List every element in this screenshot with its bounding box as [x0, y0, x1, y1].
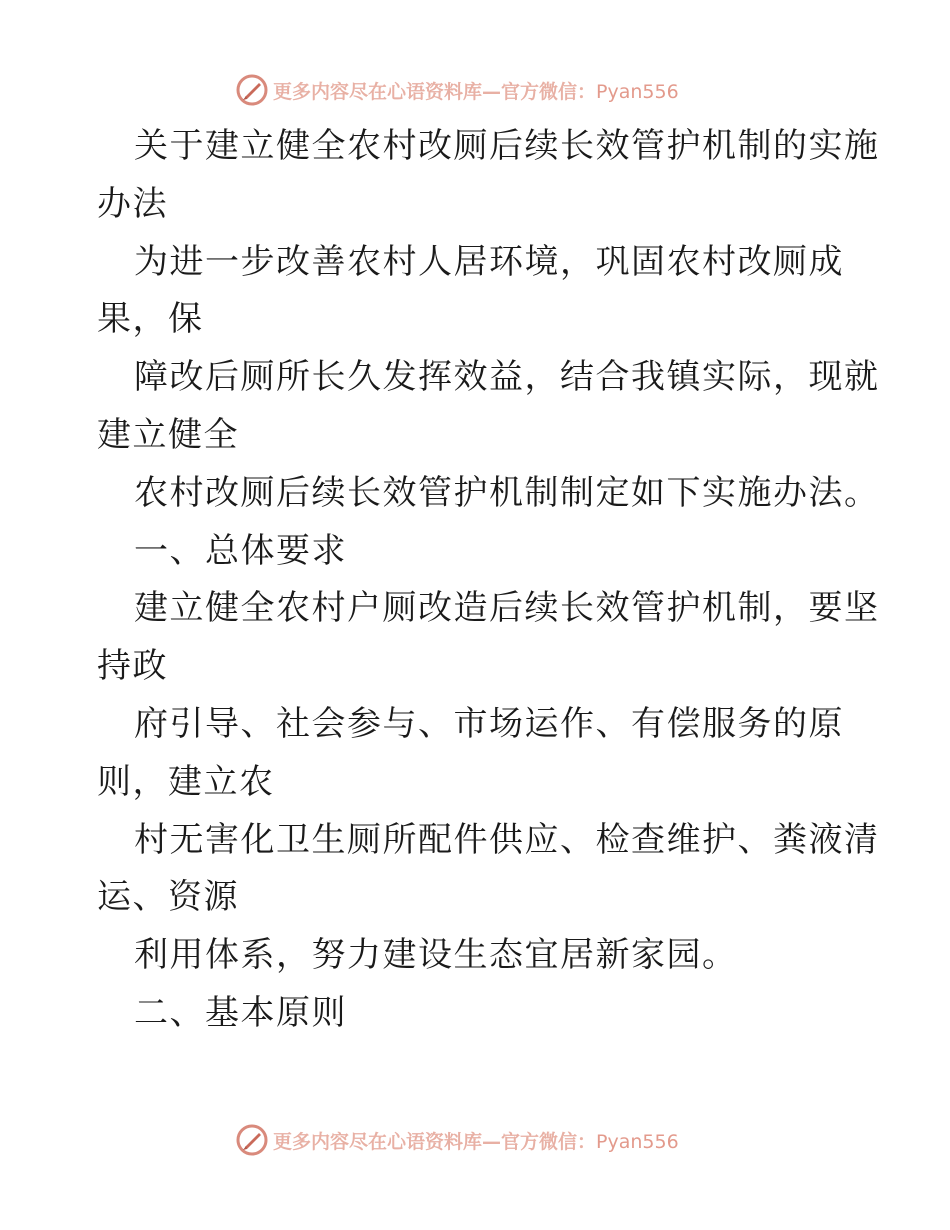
paragraph-line: 村无害化卫生厕所配件供应、检查维护、粪液清 [134, 819, 880, 860]
section-heading: 一、总体要求 [134, 530, 347, 571]
paragraph-line: 果，保 [97, 299, 204, 340]
header-watermark [235, 72, 679, 108]
paragraph-line: 运、资源 [97, 877, 239, 918]
doc-title-line-2: 办法 [97, 183, 168, 224]
paragraph-line: 建立健全农村户厕改造后续长效管护机制，要坚 [134, 588, 880, 629]
paragraph-line: 农村改厕后续长效管护机制制定如下实施办法。 [134, 472, 880, 513]
pen-seal-icon [235, 73, 269, 107]
paragraph-line: 为进一步改善农村人居环境，巩固农村改厕成 [134, 241, 844, 282]
paragraph-line: 持政 [97, 646, 168, 687]
paragraph-line: 利用体系，努力建设生态宜居新家园。 [134, 935, 738, 976]
watermark-text: 更多内容尽在心语资料库—官方微信：Pyan556 [273, 1130, 679, 1153]
paragraph-line: 建立健全 [97, 414, 239, 455]
paragraph-line: 障改后厕所长久发挥效益，结合我镇实际，现就 [134, 357, 880, 398]
paragraph-line: 府引导、社会参与、市场运作、有偿服务的原 [134, 703, 844, 744]
paragraph-line: 则，建立农 [97, 761, 275, 802]
doc-title-line-1: 关于建立健全农村改厕后续长效管护机制的实施 [134, 126, 880, 166]
footer-watermark [235, 1122, 679, 1158]
pen-seal-icon [235, 1123, 269, 1157]
document-body [97, 118, 880, 1043]
watermark-text: 更多内容尽在心语资料库—官方微信：Pyan556 [273, 80, 679, 103]
section-heading: 二、基本原则 [134, 992, 347, 1033]
